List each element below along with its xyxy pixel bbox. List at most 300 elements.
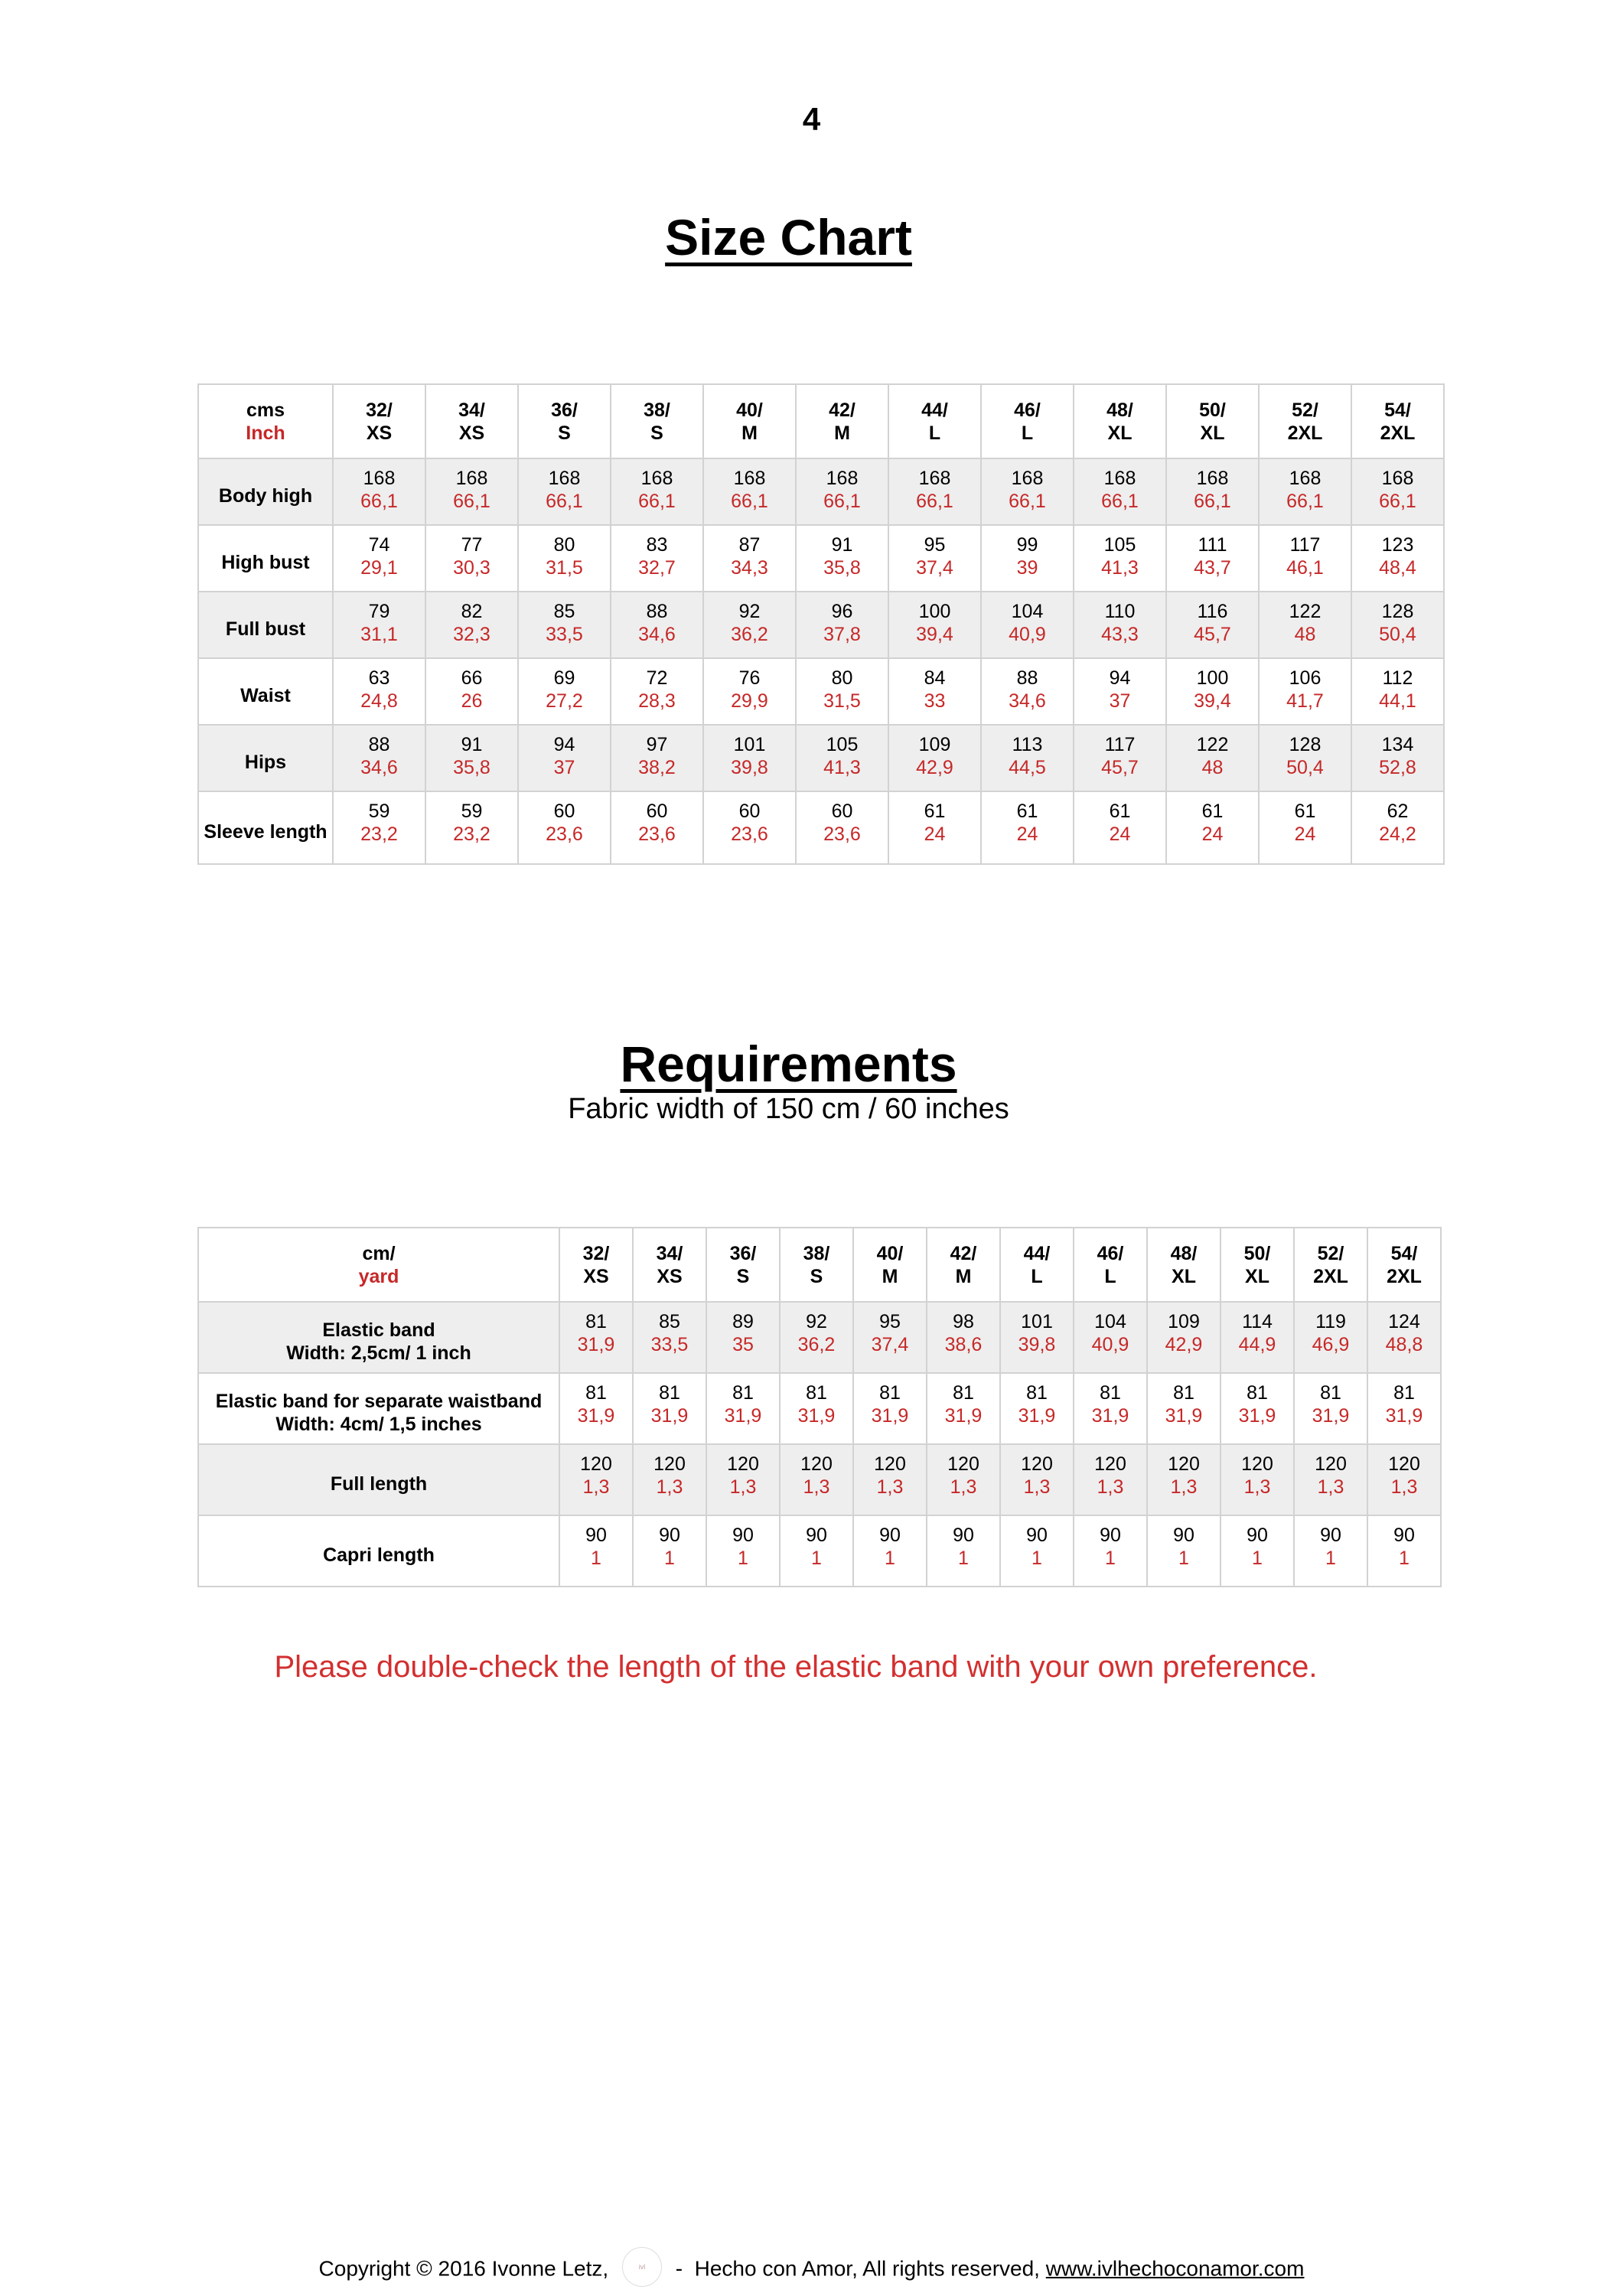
cell-value-alt: 33: [924, 690, 946, 712]
table-cell: [703, 592, 796, 658]
cell-value-alt: 1,3: [803, 1476, 830, 1498]
cell-value: 81: [1247, 1382, 1268, 1404]
cell-value: 90: [1393, 1525, 1415, 1546]
cell-value: 95: [879, 1311, 901, 1332]
size-header: [559, 1228, 633, 1302]
cell-value: 112: [1382, 667, 1413, 689]
cell-value-alt: 50,4: [1379, 624, 1416, 645]
cell-value-alt: 42,9: [916, 757, 953, 778]
row-label: [198, 1515, 559, 1587]
size-number: 34/: [458, 399, 485, 421]
table-cell: [1351, 525, 1444, 592]
cell-value: 117: [1289, 534, 1321, 556]
cell-value-alt: 66,1: [1286, 491, 1324, 512]
cell-value-alt: 44,5: [1009, 757, 1046, 778]
cell-value-alt: 45,7: [1101, 757, 1139, 778]
row-label-text: Body high: [218, 484, 313, 507]
cell-value: 59: [368, 801, 390, 822]
table-cell: [703, 658, 796, 725]
size-number: 32/: [582, 1242, 610, 1264]
cell-value: 168: [1103, 468, 1136, 489]
unit-label-alt: yard: [358, 1265, 399, 1287]
table-cell: [1074, 658, 1166, 725]
cell-value-alt: 30,3: [453, 557, 490, 579]
cell-value: 85: [659, 1311, 680, 1332]
cell-value: 168: [455, 468, 488, 489]
cell-value-alt: 66,1: [916, 491, 953, 512]
cell-value-alt: 31,9: [871, 1405, 909, 1427]
table-cell: [518, 592, 611, 658]
cell-value: 109: [1168, 1311, 1200, 1332]
size-header: [333, 384, 425, 458]
cell-value: 113: [1012, 734, 1043, 755]
size-number: 44/: [1023, 1242, 1051, 1264]
size-number: 40/: [736, 399, 763, 421]
table-cell: [333, 525, 425, 592]
cell-value: 168: [640, 468, 673, 489]
cell-value: 111: [1198, 534, 1227, 556]
cell-value: 168: [733, 468, 766, 489]
table-cell: [703, 525, 796, 592]
size-number: 50/: [1243, 1242, 1271, 1264]
cell-value: 90: [732, 1525, 754, 1546]
cell-value-alt: 33,5: [650, 1334, 689, 1355]
cell-value-alt: 31,9: [577, 1405, 615, 1427]
table-cell: [633, 1444, 706, 1515]
cell-value: 120: [1388, 1453, 1420, 1475]
cell-value: 120: [1315, 1453, 1347, 1475]
cell-value: 87: [738, 534, 761, 556]
size-number: 34/: [656, 1242, 683, 1264]
row-label-text: Elastic band: [322, 1319, 435, 1341]
table-cell: [1074, 1444, 1147, 1515]
cell-value: 81: [879, 1382, 901, 1404]
cell-value: 80: [553, 534, 575, 556]
cell-value-alt: 31,9: [797, 1405, 836, 1427]
size-letter: XL: [1107, 422, 1133, 444]
size-letter: S: [810, 1265, 823, 1287]
cell-value-alt: 32,3: [453, 624, 490, 645]
cell-value-alt: 66,1: [546, 491, 583, 512]
cell-value-alt: 42,9: [1165, 1334, 1203, 1355]
size-number: 52/: [1317, 1242, 1344, 1264]
cell-value: 105: [1103, 534, 1136, 556]
size-letter: XL: [1172, 1265, 1196, 1287]
cell-value-alt: 24: [1201, 823, 1224, 845]
table-cell: [559, 1302, 633, 1373]
cell-value: 122: [1196, 734, 1229, 755]
cell-value-alt: 38,2: [638, 757, 676, 778]
cell-value-alt: 35: [732, 1334, 754, 1355]
table-row: [198, 1302, 1441, 1373]
table-cell: [559, 1444, 633, 1515]
cell-value-alt: 24: [924, 823, 946, 845]
row-label-text: Elastic band for separate waistband: [215, 1390, 543, 1412]
cell-value-alt: 31,9: [724, 1405, 762, 1427]
table-cell: [611, 525, 703, 592]
size-number: 48/: [1106, 399, 1133, 421]
table-row: [198, 1444, 1441, 1515]
size-letter: S: [736, 1265, 750, 1287]
table-cell: [981, 525, 1074, 592]
table-cell: [927, 1515, 1000, 1587]
table-cell: [796, 592, 888, 658]
cell-value: 91: [831, 534, 853, 556]
row-label-text: Hips: [244, 751, 287, 773]
cell-value: 114: [1242, 1311, 1273, 1332]
size-header: [633, 1228, 706, 1302]
cell-value: 60: [831, 801, 853, 822]
size-number: 36/: [729, 1242, 757, 1264]
table-cell: [518, 791, 611, 864]
cell-value: 61: [1201, 801, 1224, 822]
cell-value-alt: 34,6: [360, 757, 398, 778]
requirements-subtitle: Fabric width of 150 cm / 60 inches: [568, 1093, 1009, 1125]
table-cell: [1367, 1515, 1441, 1587]
cell-value-alt: 23,2: [360, 823, 398, 845]
row-label: [198, 458, 333, 525]
table-cell: [796, 725, 888, 791]
cell-value: 168: [548, 468, 581, 489]
row-label-text: Sleeve length: [204, 820, 328, 843]
cell-value-alt: 24: [1109, 823, 1131, 845]
table-row: [198, 1515, 1441, 1587]
table-cell: [853, 1302, 927, 1373]
cell-value-alt: 39: [1016, 557, 1038, 579]
cell-value: 60: [738, 801, 761, 822]
table-row: [198, 592, 1444, 658]
cell-value-alt: 48: [1294, 624, 1316, 645]
size-number: 42/: [950, 1242, 977, 1264]
cell-value-alt: 39,8: [1018, 1334, 1056, 1355]
cell-value-alt: 43,3: [1101, 624, 1139, 645]
size-number: 46/: [1097, 1242, 1124, 1264]
size-letter: 2XL: [1380, 422, 1416, 444]
table-cell: [1351, 725, 1444, 791]
size-header: [780, 1228, 853, 1302]
table-cell: [1367, 1373, 1441, 1444]
cell-value-alt: 36,2: [797, 1334, 836, 1355]
cell-value: 120: [1241, 1453, 1273, 1475]
table-cell: [1074, 525, 1166, 592]
table-cell: [518, 458, 611, 525]
cell-value: 81: [585, 1311, 607, 1332]
cell-value: 81: [1320, 1382, 1341, 1404]
cell-value-alt: 39,8: [731, 757, 768, 778]
size-letter: XS: [458, 422, 485, 444]
cell-value: 110: [1104, 601, 1136, 622]
table-cell: [611, 458, 703, 525]
size-header: [1294, 1228, 1367, 1302]
table-cell: [981, 658, 1074, 725]
cell-value: 124: [1388, 1311, 1420, 1332]
size-number: 50/: [1199, 399, 1226, 421]
cell-value: 119: [1315, 1311, 1346, 1332]
cell-value-alt: 66,1: [823, 491, 861, 512]
cell-value-alt: 66,1: [360, 491, 398, 512]
cell-value: 105: [826, 734, 859, 755]
size-number: 36/: [551, 399, 578, 421]
cell-value-alt: 66,1: [1194, 491, 1231, 512]
table-cell: [1074, 725, 1166, 791]
table-cell: [927, 1373, 1000, 1444]
cell-value-alt: 40,9: [1009, 624, 1046, 645]
row-label: [198, 725, 333, 791]
cell-value: 117: [1104, 734, 1136, 755]
cell-value: 101: [733, 734, 766, 755]
table-cell: [1367, 1444, 1441, 1515]
table-cell: [425, 592, 518, 658]
table-cell: [333, 725, 425, 791]
cell-value: 80: [831, 667, 853, 689]
size-header: [1166, 384, 1259, 458]
cell-value-alt: 66,1: [638, 491, 676, 512]
cell-value-alt: 41,3: [1101, 557, 1139, 579]
table-cell: [1074, 1515, 1147, 1587]
table-cell: [1074, 1302, 1147, 1373]
table-cell: [425, 525, 518, 592]
table-cell: [1367, 1302, 1441, 1373]
table-cell: [1351, 791, 1444, 864]
table-cell: [333, 658, 425, 725]
cell-value: 88: [368, 734, 390, 755]
cell-value-alt: 1,3: [1170, 1476, 1198, 1498]
cell-value-alt: 48,4: [1379, 557, 1416, 579]
size-letter: L: [1031, 1265, 1043, 1287]
row-label: [198, 791, 333, 864]
cell-value-alt: 29,9: [731, 690, 768, 712]
table-cell: [425, 791, 518, 864]
row-label: [198, 525, 333, 592]
cell-value-alt: 46,1: [1286, 557, 1324, 579]
cell-value: 91: [461, 734, 483, 755]
table-cell: [559, 1515, 633, 1587]
table-cell: [611, 791, 703, 864]
cell-value-alt: 48,8: [1385, 1334, 1423, 1355]
cell-value-alt: 24,2: [1379, 823, 1416, 845]
table-cell: [796, 658, 888, 725]
size-header: [853, 1228, 927, 1302]
cell-value: 90: [953, 1525, 974, 1546]
table-cell: [1074, 791, 1166, 864]
table-cell: [425, 458, 518, 525]
cell-value: 77: [461, 534, 483, 556]
table-cell: [1221, 1444, 1294, 1515]
table-cell: [780, 1373, 853, 1444]
cell-value-alt: 31,9: [1091, 1405, 1129, 1427]
table-cell: [611, 725, 703, 791]
cell-value-alt: 37,8: [823, 624, 861, 645]
cell-value: 69: [553, 667, 575, 689]
size-letter: XS: [583, 1265, 609, 1287]
table-cell: [633, 1302, 706, 1373]
table-cell: [1351, 458, 1444, 525]
table-cell: [1074, 458, 1166, 525]
footer-tagline: Hecho con Amor, All rights reserved,: [694, 2256, 1040, 2281]
cell-value-alt: 66,1: [1009, 491, 1046, 512]
table-cell: [1221, 1373, 1294, 1444]
table-row: [198, 1373, 1441, 1444]
cell-value: 104: [1011, 601, 1044, 622]
cell-value-alt: 33,5: [546, 624, 583, 645]
cell-value-alt: 1: [958, 1548, 969, 1569]
table-cell: [333, 458, 425, 525]
cell-value: 90: [585, 1525, 607, 1546]
table-cell: [780, 1515, 853, 1587]
cell-value: 95: [924, 534, 946, 556]
cell-value: 76: [738, 667, 761, 689]
table-cell: [1294, 1444, 1367, 1515]
elastic-note: Please double-check the length of the elastic band with your own preference.: [274, 1650, 1318, 1684]
cell-value-alt: 31,9: [1385, 1405, 1423, 1427]
cell-value: 120: [653, 1453, 686, 1475]
table-cell: [1294, 1373, 1367, 1444]
table-cell: [633, 1515, 706, 1587]
size-header: [1074, 1228, 1147, 1302]
cell-value: 120: [800, 1453, 833, 1475]
footer-separator: -: [675, 2256, 683, 2281]
cell-value-alt: 1: [811, 1548, 822, 1569]
cell-value: 101: [1021, 1311, 1053, 1332]
cell-value: 61: [1016, 801, 1038, 822]
table-cell: [981, 458, 1074, 525]
table-cell: [1351, 658, 1444, 725]
cell-value: 90: [806, 1525, 827, 1546]
table-cell: [333, 592, 425, 658]
cell-value: 62: [1387, 801, 1409, 822]
cell-value: 120: [947, 1453, 979, 1475]
cell-value: 81: [1393, 1382, 1415, 1404]
brand-logo-icon: ivl: [622, 2247, 662, 2287]
row-label-text: High bust: [221, 551, 310, 573]
cell-value-alt: 37,4: [916, 557, 953, 579]
size-number: 38/: [803, 1242, 830, 1264]
cell-value-alt: 66,1: [731, 491, 768, 512]
table-cell: [1259, 592, 1351, 658]
table-cell: [559, 1373, 633, 1444]
cell-value: 109: [918, 734, 951, 755]
cell-value-alt: 34,6: [638, 624, 676, 645]
cell-value: 88: [1016, 667, 1038, 689]
cell-value-alt: 1,3: [582, 1476, 610, 1498]
table-cell: [1166, 592, 1259, 658]
size-header: [706, 1228, 780, 1302]
footer-website-link[interactable]: www.ivlhechoconamor.com: [1045, 2256, 1305, 2281]
cell-value-alt: 1,3: [1390, 1476, 1418, 1498]
table-cell: [1074, 1373, 1147, 1444]
table-cell: [1147, 1302, 1221, 1373]
table-cell: [1166, 525, 1259, 592]
cell-value-alt: 34,6: [1009, 690, 1046, 712]
cell-value-alt: 31,9: [1312, 1405, 1350, 1427]
size-letter: M: [882, 1265, 898, 1287]
size-header: [1367, 1228, 1441, 1302]
requirements-unit-header: [198, 1228, 559, 1302]
cell-value-alt: 29,1: [360, 557, 398, 579]
cell-value: 122: [1289, 601, 1322, 622]
cell-value: 97: [646, 734, 668, 755]
cell-value: 100: [918, 601, 951, 622]
cell-value: 81: [585, 1382, 607, 1404]
cell-value: 81: [732, 1382, 754, 1404]
size-letter: S: [558, 422, 571, 444]
cell-value: 81: [1026, 1382, 1048, 1404]
cell-value: 168: [1381, 468, 1414, 489]
table-cell: [888, 592, 981, 658]
cell-value-alt: 34,3: [731, 557, 768, 579]
table-cell: [1166, 791, 1259, 864]
cell-value-alt: 1,3: [1023, 1476, 1051, 1498]
cell-value-alt: 37: [1109, 690, 1131, 712]
cell-value-alt: 31,9: [650, 1405, 689, 1427]
cell-value: 104: [1094, 1311, 1126, 1332]
size-letter: 2XL: [1387, 1265, 1422, 1287]
cell-value: 100: [1196, 667, 1229, 689]
size-header: [1221, 1228, 1294, 1302]
cell-value-alt: 27,2: [546, 690, 583, 712]
size-header: [703, 384, 796, 458]
table-cell: [1000, 1302, 1074, 1373]
table-row: [198, 525, 1444, 592]
cell-value: 60: [553, 801, 575, 822]
cell-value-alt: 31,9: [1018, 1405, 1056, 1427]
cell-value: 128: [1289, 734, 1322, 755]
cell-value: 168: [826, 468, 859, 489]
cell-value: 59: [461, 801, 483, 822]
row-label: [198, 1302, 559, 1373]
size-header: [1074, 384, 1166, 458]
size-chart-unit-header: [198, 384, 333, 458]
cell-value: 168: [363, 468, 396, 489]
cell-value-alt: 1,3: [1317, 1476, 1344, 1498]
table-cell: [888, 725, 981, 791]
row-label-text: Waist: [240, 684, 291, 706]
table-cell: [927, 1444, 1000, 1515]
footer-copyright: Copyright © 2016 Ivonne Letz,: [318, 2256, 609, 2281]
size-number: 48/: [1170, 1242, 1198, 1264]
size-header: [927, 1228, 1000, 1302]
cell-value-alt: 1: [1178, 1548, 1189, 1569]
cell-value: 134: [1381, 734, 1414, 755]
cell-value-alt: 28,3: [638, 690, 676, 712]
cell-value: 61: [1294, 801, 1316, 822]
size-number: 44/: [921, 399, 948, 421]
unit-label: cms: [246, 399, 285, 421]
table-cell: [888, 791, 981, 864]
cell-value: 72: [646, 667, 668, 689]
cell-value: 120: [874, 1453, 906, 1475]
table-row: [198, 658, 1444, 725]
size-letter: M: [741, 422, 758, 444]
size-letter: XS: [366, 422, 393, 444]
table-cell: [1147, 1515, 1221, 1587]
table-cell: [796, 791, 888, 864]
cell-value-alt: 37,4: [871, 1334, 909, 1355]
cell-value-alt: 40,9: [1091, 1334, 1129, 1355]
page-number: 4: [802, 101, 821, 137]
cell-value: 128: [1381, 601, 1414, 622]
cell-value: 90: [1247, 1525, 1268, 1546]
cell-value-alt: 1: [1399, 1548, 1410, 1569]
table-cell: [1000, 1444, 1074, 1515]
cell-value: 90: [879, 1525, 901, 1546]
table-cell: [1351, 592, 1444, 658]
size-number: 52/: [1292, 399, 1318, 421]
table-cell: [1259, 658, 1351, 725]
cell-value: 79: [368, 601, 390, 622]
table-cell: [927, 1302, 1000, 1373]
table-cell: [706, 1444, 780, 1515]
